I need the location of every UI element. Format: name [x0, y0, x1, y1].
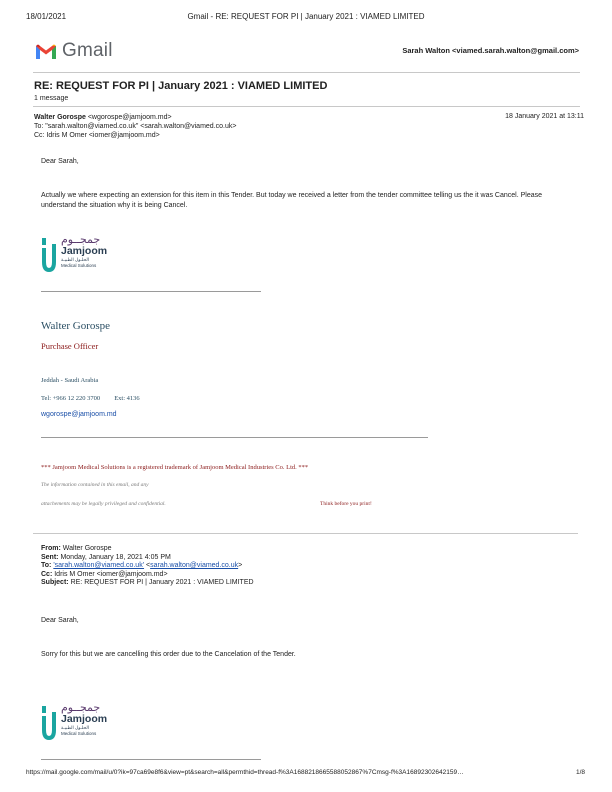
logo-latin: Jamjoom [61, 713, 108, 725]
gmail-wordmark: Gmail [62, 40, 113, 61]
message-date: 18 January 2021 at 13:11 [505, 113, 584, 120]
print-title: Gmail - RE: REQUEST FOR PI | January 2021 : VIAMED LIMITED [187, 12, 425, 21]
logo-sub-latin: Medical Solutions [61, 731, 97, 736]
fwd-body: Sorry for this but we are cancelling this order due to the Cancelation of the Tender. [41, 651, 296, 658]
greeting: Dear Sarah, [41, 158, 79, 165]
signature-rule-2 [41, 759, 261, 760]
subject-divider [33, 106, 580, 107]
message-count: 1 message [34, 95, 69, 102]
fwd-from: Walter Gorospe [62, 545, 112, 552]
disclaimer-line-1: The information contained in this email, and any [41, 482, 149, 488]
fwd-subject: RE: REQUEST FOR PI | January 2021 : VIAMED LIMITED [70, 579, 254, 586]
message-body: Actually we where expecting an extension for this item in this Tender. But today we received a letter from the tender committee telling us the it was Cancel. Please understand the situation why it is being Cancel. [41, 192, 543, 209]
fwd-sent-line [41, 554, 171, 563]
fwd-sent: Monday, January 18, 2021 4:05 PM [60, 553, 171, 561]
quote-divider [33, 533, 578, 534]
to-line [34, 122, 236, 131]
fwd-from-label: From: [41, 545, 61, 552]
fwd-cc-label: Cc: [41, 570, 53, 578]
signature-email[interactable]: wgorospe@jamjoom.md [41, 411, 117, 418]
logo-latin: Jamjoom [61, 245, 108, 257]
account-email: Sarah Walton <viamed.sarah.walton@gmail.com> [402, 46, 579, 55]
cc-label: Cc: [34, 132, 45, 139]
fwd-sent-label: Sent: [41, 553, 59, 561]
cc-line [34, 131, 160, 140]
page-number: 1/8 [575, 769, 585, 776]
fwd-subject-label: Subject: [41, 579, 69, 586]
fwd-subject-line [41, 579, 254, 588]
fwd-to-line: To: 'sarah.walton@viamed.co.uk' <sarah.walton@viamed.co.uk> [41, 562, 243, 569]
logo-arabic: جمجــوم [61, 702, 101, 714]
signature-name: Walter Gorospe [41, 320, 111, 332]
signature-rule-long [41, 437, 428, 438]
signature-phone [41, 395, 140, 402]
sender-name: Walter Gorospe [34, 114, 86, 121]
sender-line [34, 113, 172, 122]
header-divider [33, 72, 580, 73]
logo-sub-arabic: الحلـول الطبيـة [61, 725, 89, 730]
gmail-envelope-icon [35, 43, 57, 60]
gmail-logo[interactable] [35, 40, 113, 62]
fwd-greeting: Dear Sarah, [41, 617, 79, 624]
thread-subject: RE: REQUEST FOR PI | January 2021 : VIAMED LIMITED [34, 80, 328, 92]
print-date: 18/01/2021 [26, 12, 67, 21]
fwd-cc-line [41, 571, 168, 580]
to-recipients[interactable]: "sarah.walton@viamed.co.uk" <sarah.walton@viamed.co.uk> [45, 123, 237, 130]
logo-sub-arabic: الحلـول الطبيـة [61, 257, 89, 262]
signature-tel: Tel: +966 12 220 3700 [41, 395, 101, 402]
fwd-to-link-2[interactable]: sarah.walton@viamed.co.uk [150, 562, 239, 569]
disclaimer-line-2: attachements may be legally privileged and confidential. [41, 501, 166, 507]
jamjoom-logo [41, 234, 107, 274]
logo-arabic: جمجــوم [61, 234, 101, 246]
fwd-from-line [41, 545, 112, 554]
jamjoom-logo-2 [41, 702, 107, 742]
footer-url[interactable]: https://mail.google.com/mail/u/0?ik=97ca69e8f6&view=pt&search=all&permthid=thread-f%3A1688218665588052867%7Cmsg-f%3A168923026421​59… [26, 769, 464, 776]
to-label: To: [34, 123, 44, 130]
cc-recipients[interactable]: Idris M Omer <iomer@jamjoom.md> [46, 132, 160, 139]
signature-rule [41, 291, 261, 292]
trademark-notice: *** Jamjoom Medical Solutions is a registered trademark of Jamjoom Medical Industries Co. Ltd. *** [41, 464, 309, 471]
fwd-to-label: To: [41, 562, 52, 569]
signature-city: Jeddah - Saudi Arabia [41, 377, 99, 384]
fwd-cc: Idris M Omer <iomer@jamjoom.md> [54, 570, 168, 578]
think-before-print: Think before you print! [320, 501, 372, 507]
logo-sub-latin: Medical Solutions [61, 263, 97, 268]
jamjoom-mark-icon [41, 234, 57, 274]
signature-role: Purchase Officer [41, 341, 99, 351]
fwd-to-link-1[interactable]: 'sarah.walton@viamed.co.uk' [53, 562, 145, 569]
sender-email[interactable]: <wgorospe@jamjoom.md> [87, 114, 172, 121]
signature-ext: Ext: 4136 [114, 395, 140, 402]
jamjoom-mark-icon [41, 702, 57, 742]
